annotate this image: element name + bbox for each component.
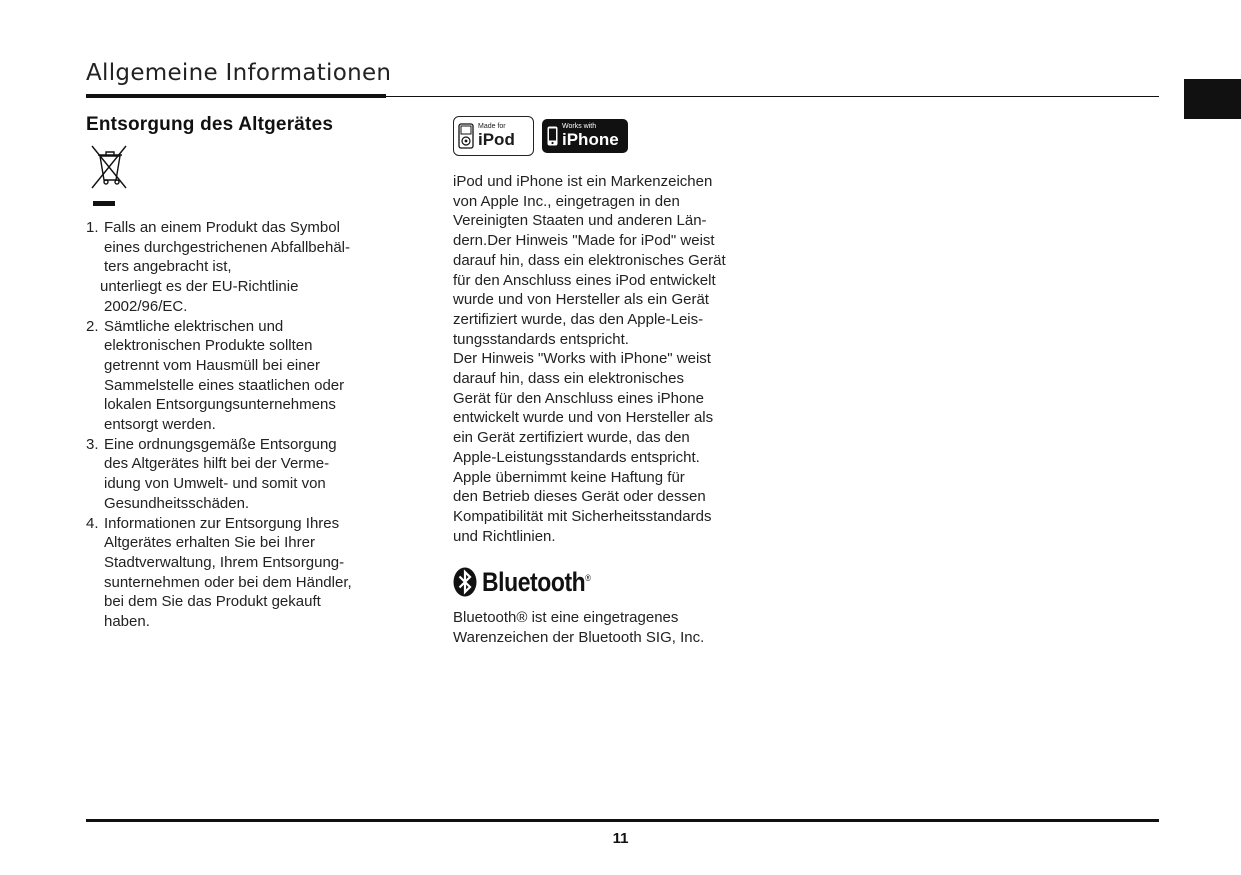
page-title: Allgemeine Informationen <box>86 60 392 86</box>
bluetooth-logo <box>453 564 803 600</box>
list-item-number: 3. <box>86 435 99 453</box>
list-item-number: 2. <box>86 317 99 335</box>
disposal-section <box>86 112 426 632</box>
disposal-list <box>86 218 426 632</box>
list-item: 4. Informationen zur Entsorgung Ihres Altgerätes erhalten Sie bei Ihrer Stadtverwaltung, Ihrem Entsorgung- sunternehmen oder bei dem Händler, bei dem Sie das Produkt gekauft haben. <box>86 514 352 631</box>
list-item: 1. Falls an einem Produkt das Symbol eines durchgestrichenen Abfallbehäl- ters angebracht ist, unterliegt es der EU-Richtlinie 2002/96/EC. <box>86 219 350 315</box>
iphone-logo-caption: Works with <box>562 123 597 130</box>
page-number: 11 <box>612 830 629 847</box>
crossed-out-bin-icon <box>86 142 130 190</box>
list-item: 3. Eine ordnungsgemäße Entsorgung des Altgerätes hilft bei der Verme- idung von Umwelt- und somit von Gesundheitsschäden. <box>86 435 337 512</box>
weee-underline-bar <box>93 201 115 206</box>
ipod-logo-word: iPod <box>478 130 515 149</box>
apple-trademark-text: iPod und iPhone ist ein Markenzeichen von Apple Inc., eingetragen in den Vereinigten Staaten und anderen Län- dern.Der Hinweis "Made for iPod" weist darauf hin, dass ein elektronisches Gerät für den Anschluss eines iPod entwickelt wurde und von Hersteller als ein Gerät zertifiziert wurde, das den Apple-Leis- tungsstandards entspricht. Der Hinweis "Works with iPhone" weist darauf hin, dass ein elektronisches Gerät für den Anschluss eines iPhone entwickelt wurde und von Hersteller als ein Gerät zertifiziert wurde, das den Apple-Leistungsstandards entspricht. Apple übernimmt keine Haftung für den Betrieb dieses Gerät oder dessen Kompatibilität mit Sicherheitsstandards und Richtlinien. <box>453 173 726 545</box>
bluetooth-wordmark: Bluetooth® <box>482 566 591 597</box>
footer-rule <box>86 819 1159 822</box>
bluetooth-icon <box>453 567 477 597</box>
ipod-logo-caption: Made for <box>478 123 506 130</box>
list-item: 2. Sämtliche elektrischen und elektronischen Produkte sollten getrennt vom Hausmüll bei einer Sammelstelle eines staatlichen oder lokalen Entsorgungsunternehmens entsorgt werden. <box>86 317 345 434</box>
made-for-ipod-logo <box>453 116 534 156</box>
trademark-section <box>453 116 803 648</box>
iphone-logo-word: iPhone <box>562 130 619 149</box>
disposal-title: Entsorgung des Altgerätes <box>86 114 334 135</box>
bluetooth-trademark-text: Bluetooth® ist eine eingetragenes Warenzeichen der Bluetooth SIG, Inc. <box>453 609 705 647</box>
works-with-iphone-logo <box>542 119 628 153</box>
list-item-number: 4. <box>86 514 99 532</box>
list-item-number: 1. <box>86 219 99 236</box>
apple-logo-row <box>453 116 803 158</box>
ipod-device-icon <box>458 123 474 149</box>
header-rule <box>86 96 1159 97</box>
iphone-device-icon <box>547 126 558 146</box>
chapter-tab-marker <box>1184 79 1241 119</box>
